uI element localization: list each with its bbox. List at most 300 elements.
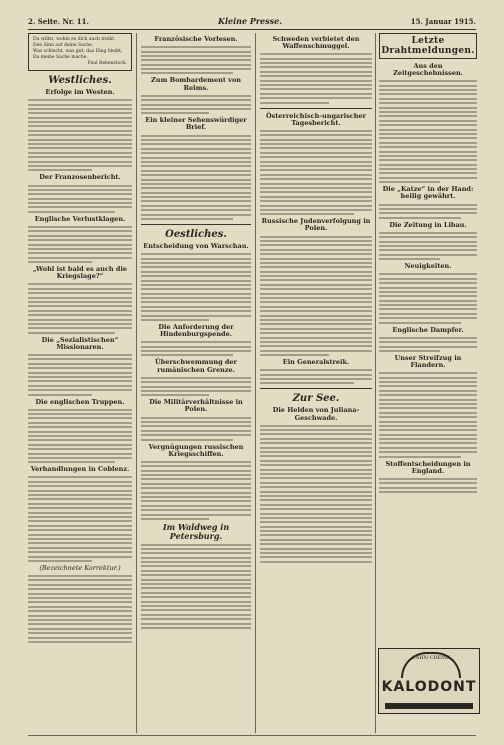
text-line xyxy=(260,183,372,185)
text-line xyxy=(141,266,251,268)
text-line xyxy=(28,305,132,307)
text-line xyxy=(379,98,477,100)
text-line xyxy=(28,542,132,544)
text-line xyxy=(141,548,251,550)
article-heading: Ein Generalstreik. xyxy=(282,358,350,367)
text-line xyxy=(141,492,251,494)
text-line xyxy=(379,295,477,297)
text-line xyxy=(260,130,372,132)
text-line xyxy=(28,139,132,141)
article-heading: Vergnügungen russischen Kriegsschiffen. xyxy=(148,442,244,458)
text-line xyxy=(28,457,132,459)
text-line xyxy=(379,282,477,284)
text-line xyxy=(379,346,477,348)
text-line xyxy=(141,310,251,312)
text-line xyxy=(379,350,440,352)
text-line xyxy=(141,218,233,220)
text-line xyxy=(28,117,132,119)
text-line xyxy=(379,245,477,247)
text-line xyxy=(141,478,251,480)
text-line xyxy=(28,130,132,132)
text-line xyxy=(260,58,372,60)
text-line xyxy=(28,121,132,123)
text-line xyxy=(379,168,477,170)
text-line xyxy=(28,453,132,455)
text-line xyxy=(260,504,372,506)
text-line xyxy=(28,435,132,437)
text-line xyxy=(260,266,372,268)
text-line xyxy=(28,99,132,101)
text-line xyxy=(379,337,477,339)
text-line xyxy=(28,584,132,586)
text-line xyxy=(141,68,251,70)
text-line xyxy=(260,332,372,334)
text-line xyxy=(260,205,372,207)
text-line xyxy=(28,439,132,441)
text-line xyxy=(141,205,251,207)
section-heading: Westliches. xyxy=(48,75,112,86)
text-line xyxy=(28,198,132,200)
text-line xyxy=(141,592,251,594)
text-line xyxy=(260,369,372,371)
text-line xyxy=(379,478,477,480)
text-line xyxy=(28,610,132,612)
article-text xyxy=(260,425,372,563)
text-line xyxy=(260,556,372,558)
article-text xyxy=(379,204,477,219)
text-line xyxy=(141,601,251,603)
text-line xyxy=(379,249,477,251)
text-line xyxy=(28,147,132,149)
poem-line: Du willst, wohin es dich auch treibt, xyxy=(33,37,116,42)
ad-decorative-strip xyxy=(385,703,473,709)
text-line xyxy=(379,407,477,409)
text-line xyxy=(28,169,92,171)
text-line xyxy=(28,641,132,643)
text-line xyxy=(28,538,132,540)
text-line xyxy=(260,464,372,466)
text-line xyxy=(260,319,372,321)
article-heading: Der Franzosenbericht. xyxy=(39,173,121,182)
article-heading: Schweden verbietet den Waffenschmuggel. xyxy=(272,35,360,51)
text-line xyxy=(260,548,372,550)
text-line xyxy=(260,284,372,286)
text-line xyxy=(28,619,132,621)
text-line xyxy=(260,495,372,497)
article-heading: (Bezeichnete Korrektur.) xyxy=(39,563,121,572)
text-line xyxy=(379,204,477,206)
text-line xyxy=(28,244,132,246)
text-line xyxy=(141,192,251,194)
article-text xyxy=(28,185,132,213)
text-line xyxy=(141,319,209,321)
text-line xyxy=(141,143,251,145)
text-line xyxy=(260,191,372,193)
text-line xyxy=(28,422,132,424)
text-line xyxy=(141,200,251,202)
text-line xyxy=(379,317,477,319)
text-line xyxy=(379,385,477,387)
text-line xyxy=(379,177,477,179)
text-line xyxy=(141,152,251,154)
article-heading: Englische Verlustklagen. xyxy=(34,214,126,223)
text-line xyxy=(260,473,372,475)
article-text xyxy=(28,226,132,263)
text-line xyxy=(28,319,132,321)
text-line xyxy=(28,597,132,599)
text-line xyxy=(260,447,372,449)
text-line xyxy=(260,297,372,299)
text-line xyxy=(260,491,372,493)
article-text xyxy=(28,476,132,561)
text-line xyxy=(28,507,132,509)
article-text xyxy=(28,575,132,643)
text-line xyxy=(379,403,477,405)
text-line xyxy=(141,354,233,356)
text-line xyxy=(141,341,251,343)
article-text xyxy=(28,354,132,396)
text-line xyxy=(28,534,132,536)
text-line xyxy=(260,433,372,435)
text-line xyxy=(260,187,372,189)
text-line xyxy=(379,80,477,82)
article-heading: Ein kleiner Sehenswürdiger Brief. xyxy=(145,116,247,132)
article-heading: Überschwemmung der rumänischen Grenze. xyxy=(155,358,237,374)
text-line xyxy=(28,104,132,106)
text-line xyxy=(141,258,251,260)
text-line xyxy=(28,235,132,237)
text-line xyxy=(141,301,251,303)
column-rule xyxy=(136,33,137,733)
section-heading: Zur See. xyxy=(292,393,340,405)
text-line xyxy=(28,444,132,446)
text-line xyxy=(28,588,132,590)
text-line xyxy=(260,200,372,202)
text-line xyxy=(28,476,132,478)
text-line xyxy=(379,217,461,219)
article-heading: Im Waldweg in Petersburg. xyxy=(162,521,230,541)
text-line xyxy=(260,62,372,64)
text-line xyxy=(141,609,251,611)
text-line xyxy=(141,284,251,286)
section-heading: Oestliches. xyxy=(165,229,227,241)
text-line xyxy=(260,382,354,384)
text-line xyxy=(260,306,372,308)
text-line xyxy=(260,378,372,380)
text-line xyxy=(141,394,209,396)
text-line xyxy=(141,596,251,598)
text-line xyxy=(28,560,92,562)
text-line xyxy=(260,442,372,444)
text-line xyxy=(28,193,132,195)
text-line xyxy=(260,455,372,457)
text-line xyxy=(260,147,372,149)
text-line xyxy=(28,230,132,232)
text-line xyxy=(379,115,477,117)
text-line xyxy=(379,287,477,289)
text-line xyxy=(260,552,372,554)
text-line xyxy=(379,416,477,418)
text-line xyxy=(28,206,132,208)
text-line xyxy=(260,345,372,347)
text-line xyxy=(379,137,477,139)
text-line xyxy=(141,306,251,308)
text-line xyxy=(260,66,372,68)
text-line xyxy=(260,513,372,515)
text-line xyxy=(260,178,372,180)
text-line xyxy=(379,421,477,423)
article-heading: Die englischen Truppen. xyxy=(35,397,125,406)
text-line xyxy=(141,187,251,189)
text-line xyxy=(141,209,251,211)
text-line xyxy=(28,556,132,558)
text-line xyxy=(141,179,251,181)
text-line xyxy=(141,390,251,392)
issue-date: 15. Januar 1915. xyxy=(410,17,476,26)
article-subheading: Entscheidung von Warschau. xyxy=(143,242,249,251)
text-line xyxy=(141,157,251,159)
text-line xyxy=(141,253,251,255)
text-line xyxy=(260,93,372,95)
divider xyxy=(141,224,251,225)
text-line xyxy=(260,460,372,462)
article-text xyxy=(28,99,132,171)
text-line xyxy=(260,169,372,171)
text-line xyxy=(141,430,251,432)
text-line xyxy=(260,293,372,295)
text-line xyxy=(379,142,477,144)
article-text xyxy=(141,46,251,74)
text-line xyxy=(28,380,132,382)
text-line xyxy=(379,111,477,113)
text-line xyxy=(141,421,251,423)
text-line xyxy=(260,425,372,427)
text-line xyxy=(379,381,477,383)
text-line xyxy=(141,271,251,273)
text-line xyxy=(260,80,372,82)
article-text xyxy=(141,95,251,115)
article-heading: Verhandlungen in Coblenz. xyxy=(30,465,130,474)
text-line xyxy=(379,372,477,374)
text-line xyxy=(260,543,372,545)
text-line xyxy=(28,606,132,608)
text-line xyxy=(260,97,372,99)
text-line xyxy=(141,544,251,546)
text-line xyxy=(260,271,372,273)
text-line xyxy=(379,394,477,396)
text-line xyxy=(141,483,251,485)
text-line xyxy=(379,300,477,302)
text-line xyxy=(28,593,132,595)
text-line xyxy=(141,139,251,141)
text-line xyxy=(260,165,372,167)
column-rule xyxy=(375,33,376,733)
text-line xyxy=(28,529,132,531)
text-line xyxy=(28,525,132,527)
text-line xyxy=(141,183,251,185)
text-line xyxy=(260,374,372,376)
text-line xyxy=(379,164,477,166)
text-line xyxy=(28,417,132,419)
text-line xyxy=(379,447,477,449)
article-heading: Die Zeitung in Libau. xyxy=(389,220,467,229)
article-heading: Englische Dampfer. xyxy=(392,325,464,334)
text-line xyxy=(28,239,132,241)
column-1 xyxy=(28,33,132,733)
text-line xyxy=(28,431,132,433)
text-line xyxy=(28,601,132,603)
text-line xyxy=(260,451,372,453)
text-line xyxy=(141,500,251,502)
poem-line: Den Sinn auf deine Sache, xyxy=(33,43,94,48)
text-line xyxy=(141,99,251,101)
text-line xyxy=(379,254,477,256)
text-line xyxy=(28,257,132,259)
article-heading: Die „Katze“ in der Hand: heilig gewährt. xyxy=(382,185,474,201)
column-2 xyxy=(141,33,251,733)
text-line xyxy=(28,310,132,312)
article-heading: Die Militärverhältnisse in Polen. xyxy=(149,398,243,414)
article-text xyxy=(260,53,372,103)
article-text xyxy=(379,232,477,260)
text-line xyxy=(28,358,132,360)
text-line xyxy=(260,258,372,260)
text-line xyxy=(28,327,132,329)
text-line xyxy=(379,172,477,174)
poem-box xyxy=(28,33,132,71)
text-line xyxy=(28,426,132,428)
article-heading: „Wohl ist bald es auch die Kriegslage?“ xyxy=(32,265,128,281)
text-line xyxy=(141,280,251,282)
text-line xyxy=(28,628,132,630)
text-line xyxy=(28,481,132,483)
text-line xyxy=(379,232,477,234)
ad-brand-name: KALODONT xyxy=(381,679,477,695)
text-line xyxy=(260,262,372,264)
text-line xyxy=(379,85,477,87)
text-line xyxy=(260,539,372,541)
text-line xyxy=(28,485,132,487)
text-line xyxy=(379,107,477,109)
text-line xyxy=(28,547,132,549)
text-line xyxy=(28,332,115,334)
text-line xyxy=(28,292,132,294)
text-line xyxy=(141,104,251,106)
text-line xyxy=(28,615,132,617)
bottom-rule xyxy=(28,735,476,736)
text-line xyxy=(141,470,251,472)
article-text xyxy=(141,341,251,356)
text-line xyxy=(260,350,372,352)
text-line xyxy=(141,288,251,290)
text-line xyxy=(379,456,461,458)
text-line xyxy=(141,297,251,299)
text-line xyxy=(379,241,477,243)
text-line xyxy=(260,240,372,242)
article-text xyxy=(260,369,372,384)
text-line xyxy=(141,196,251,198)
text-line xyxy=(28,125,132,127)
text-line xyxy=(260,482,372,484)
text-line xyxy=(260,438,372,440)
text-line xyxy=(28,185,132,187)
text-line xyxy=(379,434,477,436)
text-line xyxy=(260,429,372,431)
text-line xyxy=(141,552,251,554)
text-line xyxy=(28,494,132,496)
text-line xyxy=(379,322,461,324)
article-text xyxy=(141,461,251,520)
text-line xyxy=(28,323,132,325)
text-line xyxy=(260,209,372,211)
text-line xyxy=(141,561,251,563)
poem-line: Da meine Sache mache. xyxy=(33,55,88,60)
page-header xyxy=(28,15,476,30)
text-line xyxy=(28,202,132,204)
text-line xyxy=(28,520,132,522)
article-text xyxy=(141,135,251,220)
text-line xyxy=(28,413,132,415)
text-line xyxy=(260,53,372,55)
masthead-title: Kleine Presse. xyxy=(218,16,283,26)
article-text xyxy=(28,409,132,464)
text-line xyxy=(141,350,251,352)
text-line xyxy=(141,587,251,589)
text-line xyxy=(141,565,251,567)
article-heading: Französische Vorlesen. xyxy=(154,35,238,43)
article-text xyxy=(379,273,477,323)
text-line xyxy=(141,108,251,110)
column-4 xyxy=(379,33,477,645)
page-number: 2. Seite. Nr. 11. xyxy=(28,17,89,26)
text-line xyxy=(28,409,132,411)
text-line xyxy=(260,477,372,479)
poem-author: Paul Rebenstock. xyxy=(87,61,127,66)
text-line xyxy=(28,372,132,374)
article-text xyxy=(379,372,477,457)
text-line xyxy=(28,108,132,110)
article-subheading: Erfolge im Westen. xyxy=(45,88,115,96)
text-line xyxy=(379,304,477,306)
article-text xyxy=(28,283,132,333)
text-line xyxy=(260,156,372,158)
text-line xyxy=(260,253,372,255)
text-line xyxy=(379,425,477,427)
text-line xyxy=(141,275,251,277)
text-line xyxy=(28,367,132,369)
text-line xyxy=(141,59,251,61)
text-line xyxy=(379,341,477,343)
text-line xyxy=(28,579,132,581)
article-heading: Österreichisch-ungarischer Tagesbericht. xyxy=(265,111,367,127)
text-line xyxy=(379,208,477,210)
text-line xyxy=(28,156,132,158)
text-line xyxy=(28,112,132,114)
poem-line: Was schlecht, was gut, das Ding bleibt, xyxy=(33,49,123,54)
article-heading: Die „Sozialistischen“ Missionaren. xyxy=(41,335,119,351)
text-line xyxy=(141,417,251,419)
text-line xyxy=(141,461,251,463)
text-line xyxy=(28,448,132,450)
text-line xyxy=(28,503,132,505)
text-line xyxy=(141,95,251,97)
text-line xyxy=(28,288,132,290)
text-line xyxy=(260,249,372,251)
text-line xyxy=(141,293,251,295)
text-line xyxy=(379,151,477,153)
text-line xyxy=(260,236,372,238)
text-line xyxy=(28,226,132,228)
